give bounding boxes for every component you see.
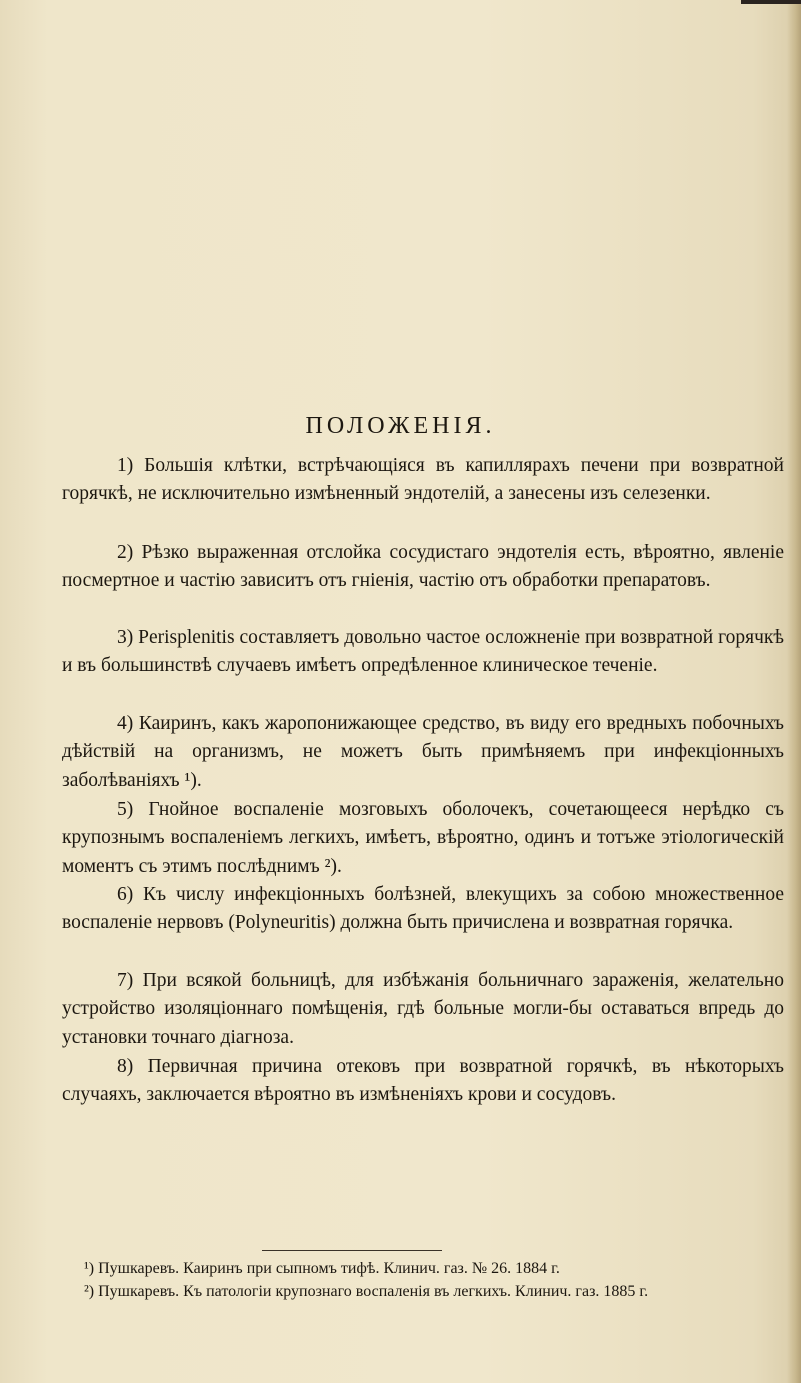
top-edge-mark <box>741 0 801 4</box>
footnote-1: ¹) Пушкаревъ. Каиринъ при сыпномъ тифѣ. Клинич. газ. № 26. 1884 г. <box>84 1260 560 1277</box>
thesis-5: 5) Гнойное воспаленіе мозговыхъ оболочекъ, сочетающееся нерѣдко съ крупознымъ воспаленіемъ легкихъ, имѣетъ, вѣроятно, одинъ и тотъже этіологическій моментъ съ этимъ послѣднимъ ²). <box>62 799 784 877</box>
thesis-6: 6) Къ числу инфекціонныхъ болѣзней, влекущихъ за собою множественное воспаленіе нервовъ (Polyneuritis) должна быть причислена и возвратная горячка. <box>62 884 784 934</box>
thesis-2: 2) Рѣзко выраженная отслойка сосудистаго эндотелія есть, вѣроятно, явленіе посмертное и частію зависитъ отъ гніенія, частію отъ обработки препаратовъ. <box>62 542 784 592</box>
thesis-1: 1) Большія клѣтки, встрѣчающіяся въ капиллярахъ печени при возвратной горячкѣ, не исключительно измѣненный эндотелій, а занесены изъ селезенки. <box>62 455 784 505</box>
page-edge-shadow <box>787 0 801 1383</box>
footnotes <box>62 1258 784 1303</box>
footnote-2: ²) Пушкаревъ. Къ патологіи крупознаго воспаленія въ легкихъ. Клинич. газ. 1885 г. <box>84 1282 649 1300</box>
thesis-4: 4) Каиринъ, какъ жаропонижающее средство, въ виду его вредныхъ побочныхъ дѣйствій на организмъ, не можетъ быть примѣняемъ при инфекціонныхъ заболѣваніяхъ ¹). <box>62 713 784 791</box>
thesis-3: 3) Perisplenitis составляетъ довольно частое осложненіе при возвратной горячкѣ и въ большинствѣ случаевъ имѣетъ опредѣленное клиническое теченіе. <box>62 627 784 677</box>
thesis-7: 7) При всякой больницѣ, для избѣжанія больничнаго зараженія, желательно устройство изоляціоннаго помѣщенія, гдѣ больные могли-бы оставаться впредь до установки точнаго діагноза. <box>62 970 784 1048</box>
footnote-divider <box>262 1250 442 1251</box>
thesis-8: 8) Первичная причина отековъ при возвратной горячкѣ, въ нѣкоторыхъ случаяхъ, заключается вѣроятно въ измѣненіяхъ крови и сосудовъ. <box>62 1056 784 1106</box>
page-title: ПОЛОЖЕНІЯ. <box>305 413 496 440</box>
